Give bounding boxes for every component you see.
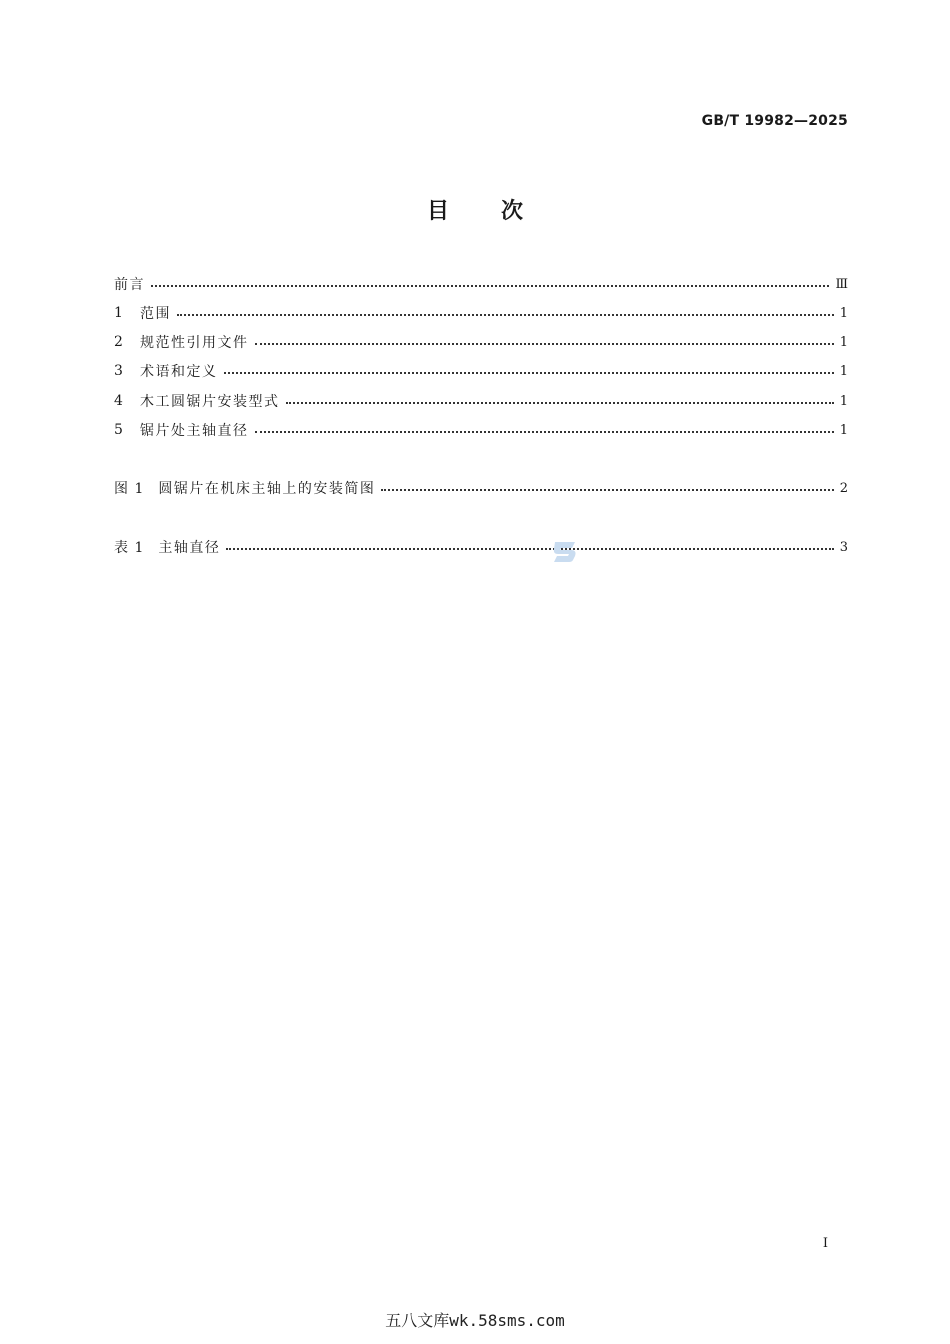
toc-entry-label: 术语和定义 (140, 364, 218, 380)
toc-entry-number: 2 (114, 334, 123, 350)
toc-entry-label: 锯片处主轴直径 (140, 423, 249, 439)
figure-number: 图 1 (114, 481, 145, 497)
toc-entry-label: 前言 (114, 277, 145, 293)
watermark-logo-icon (552, 540, 578, 564)
dot-leader (151, 274, 829, 294)
toc-entry-spindle-diameter[interactable] (114, 420, 848, 440)
dot-leader (286, 391, 834, 411)
toc-entry-label: 规范性引用文件 (140, 335, 249, 351)
toc-entry-terms-definitions[interactable] (114, 361, 848, 381)
toc-entry-page: 1 (839, 393, 848, 409)
dot-leader (224, 361, 834, 381)
toc-entry-label: 木工圆锯片安装型式 (140, 394, 280, 410)
table-number: 表 1 (114, 540, 145, 556)
toc-table-1[interactable] (114, 537, 848, 557)
page-title: 目次 (426, 199, 575, 224)
figure-page: 2 (839, 480, 848, 496)
dot-leader (255, 420, 834, 440)
dot-leader (226, 537, 833, 557)
dot-leader (255, 332, 834, 352)
toc-entry-page: Ⅲ (835, 276, 848, 292)
toc-entry-foreword[interactable] (114, 274, 848, 294)
toc-figure-1[interactable] (114, 478, 848, 498)
toc-entry-number: 3 (114, 363, 123, 379)
toc-entry-label: 范围 (140, 306, 171, 322)
toc-entry-page: 1 (839, 363, 848, 379)
figure-label: 圆锯片在机床主轴上的安装简图 (158, 481, 376, 497)
toc-entry-scope[interactable] (114, 303, 848, 323)
table-label: 主轴直径 (158, 540, 221, 556)
toc-entry-page: 1 (839, 422, 848, 438)
toc-entry-number: 4 (114, 393, 123, 409)
table-page: 3 (839, 539, 848, 555)
toc-entry-number: 1 (114, 305, 123, 321)
toc-entry-page: 1 (839, 305, 848, 321)
dot-leader (381, 478, 833, 498)
toc-entry-number: 5 (114, 422, 123, 438)
footer-watermark-text: 五八文库wk.58sms.com (385, 1311, 565, 1330)
toc-entry-mounting-types[interactable] (114, 391, 848, 411)
standard-code: GB/T 19982—2025 (701, 113, 848, 129)
page-number: I (822, 1236, 828, 1251)
toc-entry-normative-references[interactable] (114, 332, 848, 352)
dot-leader (177, 303, 834, 323)
toc-entry-page: 1 (839, 334, 848, 350)
